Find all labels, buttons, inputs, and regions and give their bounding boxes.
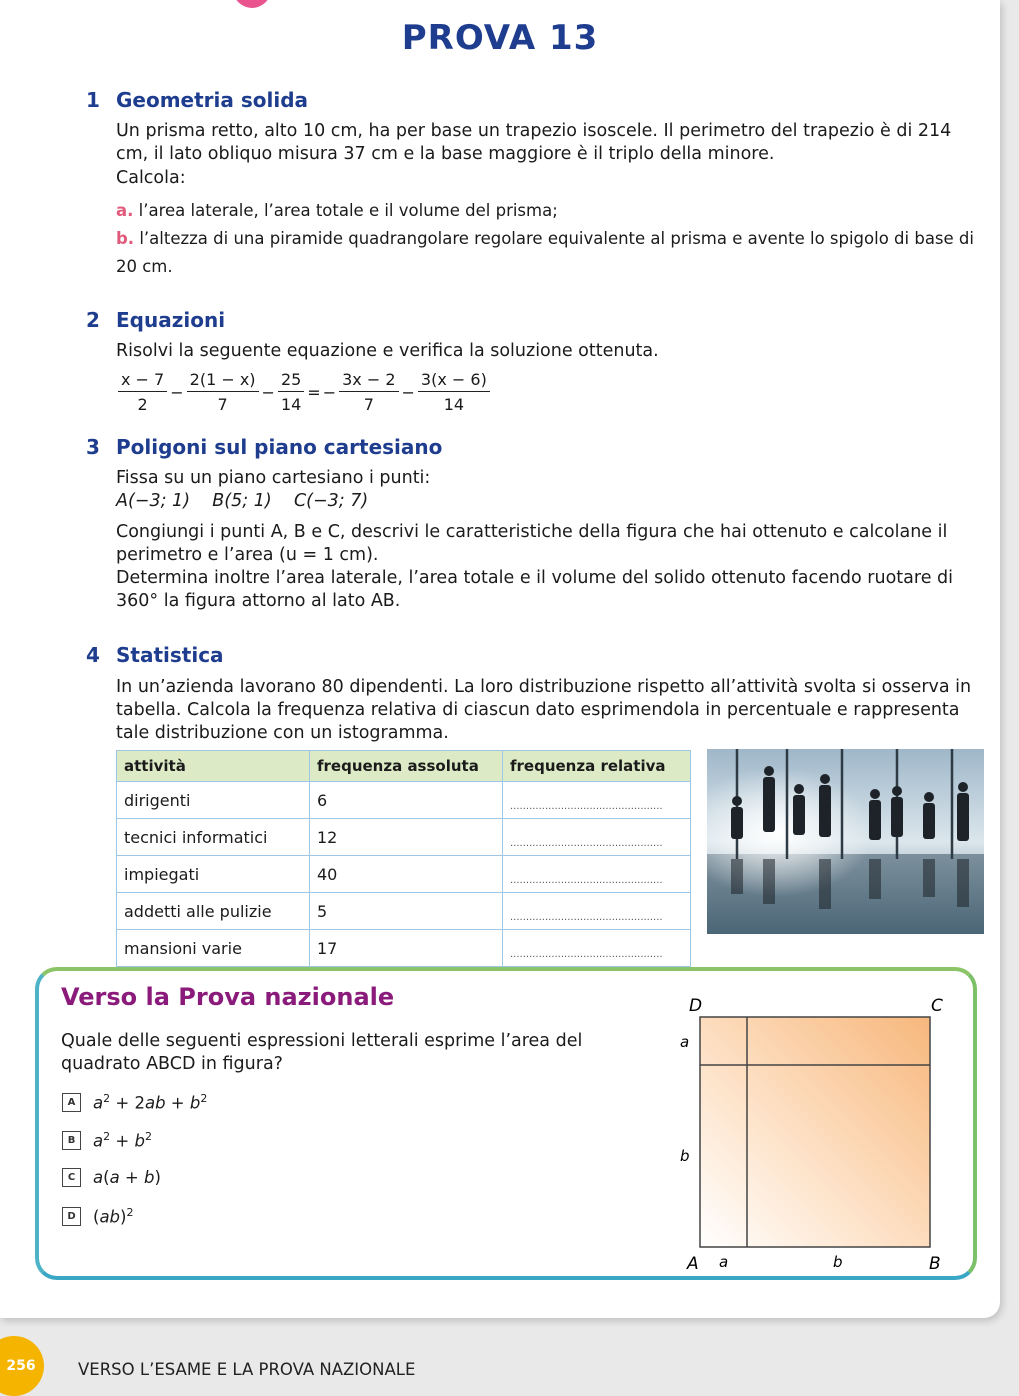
item-b <box>116 225 986 281</box>
option-letter: D <box>62 1207 81 1226</box>
table-cell: 40 <box>310 856 503 893</box>
section-3-heading <box>86 435 442 459</box>
option-letter: C <box>62 1168 81 1187</box>
section-title: Poligoni sul piano cartesiano <box>116 435 443 459</box>
fraction: $\frac{x - 7}{2}$ <box>118 370 167 414</box>
table-cell: 5 <box>310 893 503 930</box>
page-number-badge: 256 <box>0 1336 44 1396</box>
table-cell-blank: ................................................ <box>503 782 691 819</box>
equation: $\frac{x - 7}{2}$ − $\frac{2(1 - x)}{7}$ − $\frac{25}{14}$ = − $\frac{3x - 2}{7}$ − $\frac{3(x - 6)}{14}$ <box>116 366 492 418</box>
section-4-text: In un’azienda lavorano 80 dipendenti. La loro distribuzione rispetto all’attività svolta si osserva in tabella. Calcola la frequenza relativa di ciascun dato esprimendola in percentuale e rappresenta tale distribuzione con un istogramma. <box>116 677 972 743</box>
prova-nazionale-title: Verso la Prova nazionale <box>61 983 395 1011</box>
table-cell: tecnici informatici <box>117 819 310 856</box>
label-c: C <box>931 996 943 1016</box>
option-d[interactable] <box>62 1206 133 1227</box>
option-c[interactable] <box>62 1168 161 1187</box>
label-b: B <box>929 1254 941 1274</box>
section-title: Equazioni <box>116 308 226 332</box>
section-number: 3 <box>86 435 100 459</box>
table-cell-blank: ................................................ <box>503 819 691 856</box>
table-row <box>117 893 691 930</box>
prova-nazionale-question: Quale delle seguenti espressioni letterali esprime l’area del quadrato ABCD in figura? <box>61 1031 583 1074</box>
page-title: PROVA 13 <box>401 18 599 58</box>
section-number: 4 <box>86 643 100 667</box>
table-cell: impiegati <box>117 856 310 893</box>
point-b: B(5; 1) <box>212 491 272 511</box>
footer-running-title: VERSO L’ESAME E LA PROVA NAZIONALE <box>78 1360 416 1379</box>
label-d: D <box>689 996 703 1016</box>
table-row <box>117 782 691 819</box>
fraction: $\frac{25}{14}$ <box>278 370 304 414</box>
table-header: attività <box>117 751 310 782</box>
table-row <box>117 856 691 893</box>
section-title: Geometria solida <box>116 88 309 112</box>
table-row <box>117 819 691 856</box>
table-header: frequenza relativa <box>503 751 691 782</box>
table-cell-blank: ................................................ <box>503 893 691 930</box>
point-a: A(−3; 1) <box>116 491 191 511</box>
bottom-a-label: a <box>719 1253 729 1271</box>
table-header: frequenza assoluta <box>310 751 503 782</box>
table-header-row <box>117 751 691 782</box>
section-4-heading <box>86 643 224 667</box>
option-b[interactable] <box>62 1130 152 1151</box>
option-text: a(a + b) <box>93 1168 161 1187</box>
square-diagram <box>675 993 965 1278</box>
option-a[interactable] <box>62 1092 207 1113</box>
points-list <box>116 490 986 513</box>
section-number: 2 <box>86 308 100 332</box>
section-title: Statistica <box>116 643 224 667</box>
section-1-text: Un prisma retto, alto 10 cm, ha per base un trapezio isoscele. Il perimetro del trapezio è di 214 cm, il lato obliquo misura 37 cm e la base maggiore è il triplo della minore. <box>116 121 952 164</box>
section-2-text: Risolvi la seguente equazione e verifica la soluzione ottenuta. <box>116 341 659 361</box>
frequency-table <box>116 750 691 967</box>
fraction: $\frac{2(1 - x)}{7}$ <box>187 370 259 414</box>
option-letter: B <box>62 1131 81 1150</box>
item-b-label: b. <box>116 229 135 248</box>
item-a <box>116 197 986 225</box>
table-cell: 6 <box>310 782 503 819</box>
fraction: $\frac{3(x - 6)}{14}$ <box>418 370 490 414</box>
label-a: A <box>687 1254 699 1274</box>
section-number: 1 <box>86 88 100 112</box>
table-cell-blank: ................................................ <box>503 856 691 893</box>
point-c: C(−3; 7) <box>293 491 369 511</box>
option-text: $a^2 + b^2$ <box>93 1130 152 1151</box>
item-b-text: l’altezza di una piramide quadrangolare regolare equivalente al prisma e avente lo spigolo di base di 20 cm. <box>116 229 974 276</box>
table-cell: mansioni varie <box>117 930 310 967</box>
section-3-text-2: Congiungi i punti A, B e C, descrivi le caratteristiche della figura che hai ottenuto e calcolane il perimetro e l’area (u = 1 cm). <box>116 522 948 565</box>
section-3-text-3: Determina inoltre l’area laterale, l’area totale e il volume del solido ottenuto facendo ruotare di 360° la figura attorno al lato AB. <box>116 568 954 611</box>
side-b-label: b <box>680 1147 690 1165</box>
table-cell: dirigenti <box>117 782 310 819</box>
table-cell: 17 <box>310 930 503 967</box>
table-cell: 12 <box>310 819 503 856</box>
option-letter: A <box>62 1093 81 1112</box>
office-photo <box>707 749 984 934</box>
square-abcd <box>700 1017 930 1247</box>
section-1-calc: Calcola: <box>116 168 186 188</box>
fraction: $\frac{3x - 2}{7}$ <box>339 370 398 414</box>
bottom-b-label: b <box>833 1253 843 1271</box>
section-1-heading <box>86 88 308 112</box>
item-a-text: l’area laterale, l’area totale e il volume del prisma; <box>138 201 558 220</box>
table-cell-blank: ................................................ <box>503 930 691 967</box>
side-a-label: a <box>680 1033 690 1051</box>
item-a-label: a. <box>116 201 134 220</box>
option-text: (ab)$^2$ <box>93 1206 134 1227</box>
table-cell: addetti alle pulizie <box>117 893 310 930</box>
option-text: $a^2 + 2ab + b^2$ <box>93 1092 208 1113</box>
section-3-text-1: Fissa su un piano cartesiano i punti: <box>116 468 431 488</box>
table-row <box>117 930 691 967</box>
decorative-dot <box>233 0 271 8</box>
section-2-heading <box>86 308 225 332</box>
